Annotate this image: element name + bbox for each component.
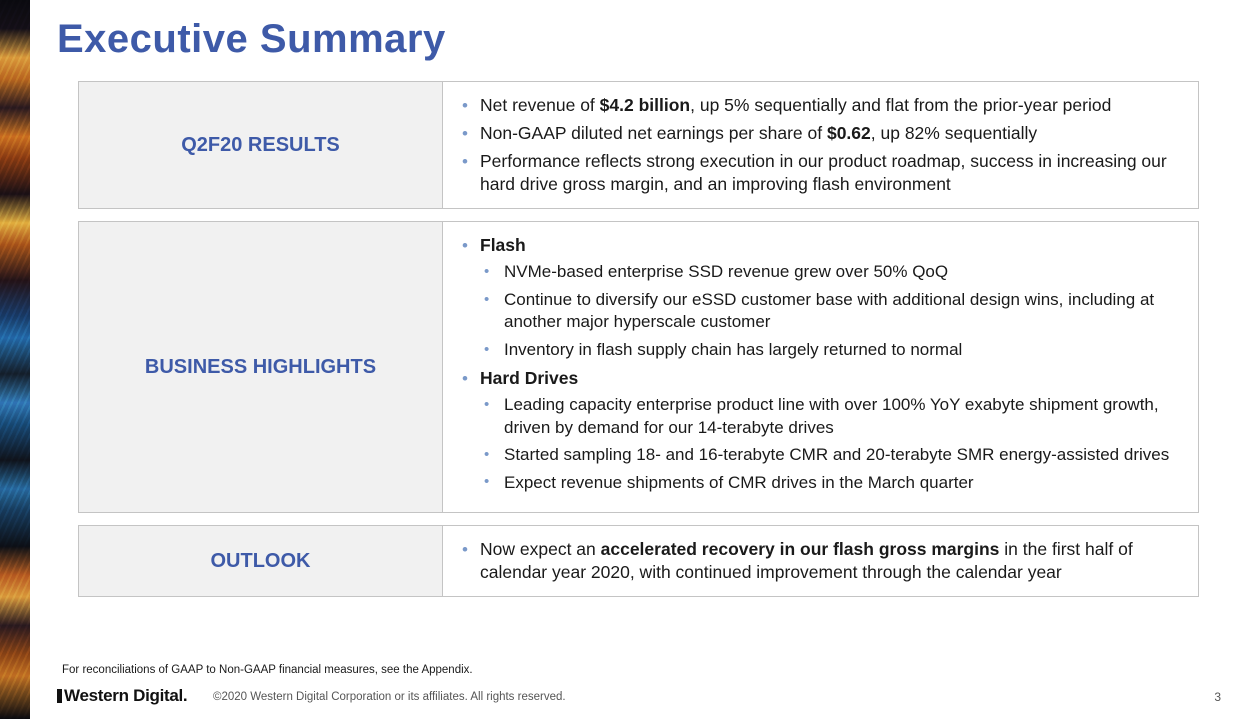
body-text: , up 5% sequentially and flat from the prior-year period <box>690 95 1112 115</box>
page-title: Executive Summary <box>57 17 446 61</box>
bullet-icon: • <box>484 340 490 358</box>
emphasis-text: $0.62 <box>826 123 871 144</box>
body-text: in the first half of calendar year 2020, with continued improvement through the calendar year <box>480 539 1133 583</box>
body-text: Non-GAAP diluted net earnings per share of <box>480 123 827 144</box>
emphasis-text: Flash <box>480 235 526 256</box>
sub-bullet-text <box>504 290 1154 331</box>
sub-bullet-item <box>480 289 1176 334</box>
copyright-text: ©2020 Western Digital Corporation or its affiliates. All rights reserved. <box>213 691 566 703</box>
body-text: Expect revenue shipments of CMR drives in the March quarter <box>504 472 974 492</box>
bullet-icon: • <box>462 369 468 389</box>
bullet-item <box>459 150 1176 196</box>
section-content-results <box>443 82 1198 208</box>
section-label-business-highlights <box>79 222 443 512</box>
sub-bullet-text <box>504 395 1159 436</box>
footnote: For reconciliations of GAAP to Non-GAAP financial measures, see the Appendix. <box>62 664 473 676</box>
body-text: Net revenue of <box>480 95 600 115</box>
bullet-icon: • <box>484 445 490 463</box>
table-row <box>78 221 1199 513</box>
bullet-icon: • <box>462 95 468 115</box>
sub-bullet-text <box>504 340 962 359</box>
section-content-outlook <box>443 526 1198 596</box>
sub-bullet-list <box>480 394 1176 494</box>
table-row <box>78 525 1199 597</box>
table-row <box>78 81 1199 209</box>
bullet-icon: • <box>462 539 468 559</box>
logo-mark-icon <box>57 689 62 703</box>
body-text: , up 82% sequentially <box>870 123 1038 144</box>
bullet-icon: • <box>462 123 468 143</box>
body-text: Now expect an <box>480 539 601 560</box>
bullet-item <box>459 122 1176 145</box>
bullet-icon: • <box>484 396 490 414</box>
sub-bullet-item <box>480 394 1176 439</box>
body-text: Performance reflects strong execution in our product roadmap, success in increasing our hard drive gross margin, and an improving flash environment <box>480 151 1167 195</box>
bullet-text <box>480 539 1133 582</box>
bullet-list <box>459 234 1176 494</box>
body-text: Inventory in flash supply chain has largely returned to normal <box>504 339 963 359</box>
section-label-outlook <box>79 526 443 596</box>
sub-bullet-text <box>504 262 948 281</box>
sub-bullet-list <box>480 261 1176 361</box>
body-text: NVMe-based enterprise SSD revenue grew over 50% QoQ <box>504 262 949 282</box>
bullet-item <box>459 538 1176 584</box>
page-number: 3 <box>1214 690 1221 704</box>
decorative-left-stripe <box>0 0 30 719</box>
emphasis-text: accelerated recovery in our flash gross margins <box>600 539 1000 560</box>
sub-bullet-text <box>504 473 974 492</box>
executive-summary-table <box>78 81 1199 597</box>
bullet-item <box>459 94 1176 117</box>
bullet-icon: • <box>462 236 468 256</box>
bullet-text <box>480 123 1037 143</box>
sub-bullet-item <box>480 339 1176 361</box>
sub-bullet-text <box>504 445 1169 464</box>
bullet-icon: • <box>462 152 468 172</box>
section-label-text: BUSINESS HIGHLIGHTS <box>144 356 377 379</box>
bullet-list <box>459 94 1176 196</box>
bullet-text <box>480 95 1111 115</box>
bullet-icon: • <box>484 473 490 491</box>
section-label-text: OUTLOOK <box>210 550 311 573</box>
section-label-text: Q2F20 RESULTS <box>181 134 340 157</box>
sub-bullet-item <box>480 472 1176 494</box>
sub-bullet-item <box>480 444 1176 466</box>
company-logo <box>57 686 187 706</box>
body-text: Leading capacity enterprise product line with over 100% YoY exabyte shipment growth, driven by demand for our 14-terabyte drives <box>504 395 1159 437</box>
bullet-item <box>459 234 1176 361</box>
body-text: Started sampling 18- and 16-terabyte CMR and 20-terabyte SMR energy-assisted drives <box>504 445 1170 465</box>
bullet-icon: • <box>484 263 490 281</box>
emphasis-text: Hard Drives <box>480 368 579 389</box>
bullet-icon: • <box>484 290 490 308</box>
emphasis-text: $4.2 billion <box>599 95 691 115</box>
bullet-item <box>459 367 1176 494</box>
bullet-text <box>480 235 526 255</box>
sub-bullet-item <box>480 261 1176 283</box>
bullet-list <box>459 538 1176 584</box>
bullet-text <box>480 368 578 388</box>
body-text: Continue to diversify our eSSD customer base with additional design wins, including at another major hyperscale customer <box>504 289 1155 332</box>
company-logo-text: Western Digital. <box>64 686 188 705</box>
bullet-text <box>480 151 1167 194</box>
section-content-business-highlights <box>443 222 1198 512</box>
section-label-results <box>79 82 443 208</box>
